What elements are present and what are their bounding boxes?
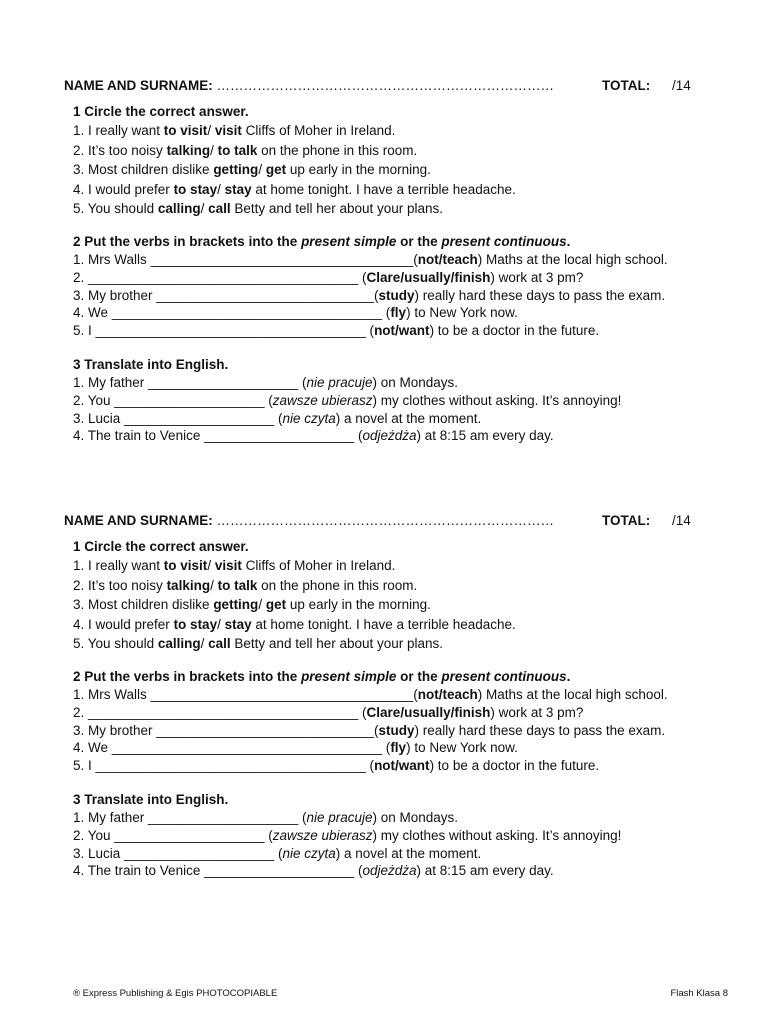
item-text: ) to New York now.	[406, 305, 518, 321]
item-text: ) Maths at the local high school.	[477, 687, 668, 702]
item-text: Cliffs of Moher in Ireland.	[241, 123, 396, 138]
item-text: ) work at 3 pm?	[490, 269, 584, 285]
polish-hint: zawsze ubierasz	[272, 392, 373, 408]
footer-copyright: ® Express Publishing & Egis PHOTOCOPIABLE	[73, 988, 278, 999]
item-text: ) a novel at the moment.	[335, 845, 482, 861]
option-b[interactable]: stay	[224, 616, 252, 632]
option-separator: /	[200, 636, 209, 651]
option-separator: /	[258, 162, 266, 177]
option-separator: /	[200, 201, 209, 216]
item-text: ) a novel at the moment.	[335, 410, 482, 426]
item-text: 2. ____________________________________ (	[73, 269, 367, 285]
section-title: 1 Circle the correct answer.	[73, 104, 249, 119]
item-text: 3. Most children dislike	[73, 597, 214, 612]
section-title: 1 Circle the correct answer.	[73, 539, 249, 554]
item-text: 2. ____________________________________ (	[73, 704, 367, 720]
name-label: NAME AND SURNAME:	[64, 513, 213, 528]
item-text: ) Maths at the local high school.	[477, 252, 668, 267]
polish-hint: nie czyta	[282, 410, 336, 426]
option-a[interactable]: talking	[166, 142, 211, 158]
exercise-item	[73, 121, 713, 141]
exercise-item[interactable]	[73, 722, 713, 740]
exercise-item	[73, 595, 713, 615]
item-text: 5. I ____________________________________ (	[73, 758, 375, 774]
item-text: 3. Lucia ____________________ (	[73, 845, 283, 861]
exercise-item	[73, 199, 713, 219]
option-b[interactable]: stay	[224, 181, 252, 197]
item-text: ) my clothes without asking. It’s annoying!	[372, 392, 622, 408]
name-label: NAME AND SURNAME:	[64, 78, 213, 93]
item-text: 2. You ____________________ (	[73, 392, 273, 408]
item-text: 1. Mrs Walls ___________________________________(	[73, 687, 418, 702]
verb-hint: not/want	[374, 758, 430, 774]
exercise-item	[73, 556, 713, 576]
item-text: ) to New York now.	[406, 740, 518, 756]
verb-hint: not/teach	[417, 252, 478, 267]
item-text: ) on Mondays.	[372, 810, 459, 825]
exercise-item[interactable]	[73, 704, 713, 722]
section-title: 3 Translate into English.	[73, 357, 229, 372]
item-text: 4. I would prefer	[73, 181, 174, 197]
section-circle-answer	[73, 537, 713, 654]
item-text: 1. My father ____________________ (	[73, 375, 307, 390]
option-b[interactable]: to talk	[217, 142, 258, 158]
section-verb-tenses	[73, 232, 713, 340]
total-value: /14	[672, 513, 691, 528]
item-text: ) to be a doctor in the future.	[429, 323, 600, 339]
option-b[interactable]: get	[265, 597, 287, 612]
exercise-item[interactable]	[73, 427, 713, 445]
option-separator: /	[210, 577, 218, 593]
header-row	[64, 77, 696, 95]
option-a[interactable]: to visit	[163, 558, 208, 573]
title-part-italic: present simple	[301, 669, 397, 684]
item-text: Betty and tell her about your plans.	[230, 636, 444, 651]
option-b[interactable]: call	[208, 636, 231, 651]
option-a[interactable]: getting	[213, 597, 259, 612]
option-b[interactable]: call	[208, 201, 231, 216]
section-translate	[73, 355, 713, 445]
title-part-italic: present continuous	[441, 669, 567, 684]
name-dots: …………………………………………………………………	[216, 513, 555, 528]
verb-hint: fly	[390, 740, 407, 756]
item-text: Betty and tell her about your plans.	[230, 201, 444, 216]
section1-items	[73, 121, 713, 219]
item-text: ) at 8:15 am every day.	[416, 428, 554, 444]
title-part: or the	[396, 234, 442, 249]
item-text: up early in the morning.	[286, 162, 431, 177]
item-text: 4. The train to Venice ____________________ (	[73, 863, 363, 879]
item-text: on the phone in this room.	[257, 577, 418, 593]
name-dots: …………………………………………………………………	[216, 78, 555, 93]
option-a[interactable]: calling	[157, 201, 201, 216]
exercise-item[interactable]	[73, 304, 713, 322]
section-verb-tenses	[73, 667, 713, 775]
header-row	[64, 512, 696, 530]
option-separator: /	[258, 597, 266, 612]
item-text: Cliffs of Moher in Ireland.	[241, 558, 396, 573]
verb-hint: study	[378, 287, 415, 303]
exercise-item	[73, 615, 713, 635]
option-b[interactable]: visit	[214, 123, 242, 138]
item-text: 4. The train to Venice ____________________ (	[73, 428, 363, 444]
option-b[interactable]: to talk	[217, 577, 258, 593]
section-circle-answer	[73, 102, 713, 219]
exercise-item[interactable]	[73, 739, 713, 757]
polish-hint: nie pracuje	[306, 375, 373, 390]
exercise-item	[73, 141, 713, 161]
option-separator: /	[217, 616, 225, 632]
item-text: 3. My brother _____________________________(	[73, 287, 379, 303]
option-a[interactable]: to visit	[163, 123, 208, 138]
total-label: TOTAL:	[602, 513, 651, 528]
item-text: ) to be a doctor in the future.	[429, 758, 600, 774]
section1-items	[73, 556, 713, 654]
item-text: on the phone in this room.	[257, 142, 418, 158]
title-part-italic: present simple	[301, 234, 397, 249]
verb-hint: Clare/usually/finish	[366, 704, 491, 720]
exercise-item[interactable]	[73, 809, 713, 827]
polish-hint: zawsze ubierasz	[272, 827, 373, 843]
option-separator: /	[207, 558, 215, 573]
item-text: 5. You should	[73, 201, 158, 216]
verb-hint: not/want	[374, 323, 430, 339]
title-part: .	[566, 669, 571, 684]
verb-hint: Clare/usually/finish	[366, 269, 491, 285]
exercise-item[interactable]	[73, 322, 713, 340]
exercise-item[interactable]	[73, 410, 713, 428]
item-text: up early in the morning.	[286, 597, 431, 612]
option-separator: /	[207, 123, 215, 138]
option-b[interactable]: get	[265, 162, 287, 177]
item-text: 1. I really want	[73, 123, 164, 138]
exercise-item	[73, 180, 713, 200]
option-a[interactable]: calling	[157, 636, 201, 651]
polish-hint: nie czyta	[282, 845, 336, 861]
footer-book-title: Flash Klasa 8	[670, 988, 728, 999]
exercise-item[interactable]	[73, 845, 713, 863]
exercise-item[interactable]	[73, 827, 713, 845]
item-text: 2. You ____________________ (	[73, 827, 273, 843]
item-text: 2. It’s too noisy	[73, 577, 167, 593]
section-title: 3 Translate into English.	[73, 792, 229, 807]
item-text: 2. It’s too noisy	[73, 142, 167, 158]
exercise-item	[73, 576, 713, 596]
verb-hint: study	[378, 722, 415, 738]
item-text: 4. I would prefer	[73, 616, 174, 632]
title-part: or the	[396, 669, 442, 684]
polish-hint: odjeżdża	[362, 863, 417, 879]
polish-hint: odjeżdża	[362, 428, 417, 444]
item-text: at home tonight. I have a terrible headache.	[251, 181, 516, 197]
option-a[interactable]: to stay	[173, 181, 218, 197]
item-text: ) at 8:15 am every day.	[416, 863, 554, 879]
exercise-item[interactable]	[73, 269, 713, 287]
item-text: 3. Lucia ____________________ (	[73, 410, 283, 426]
item-text: ) on Mondays.	[372, 375, 459, 390]
total-box	[602, 512, 691, 530]
item-text: 5. I ____________________________________ (	[73, 323, 375, 339]
total-box	[602, 77, 691, 95]
total-value: /14	[672, 78, 691, 93]
total-label: TOTAL:	[602, 78, 651, 93]
item-text: 5. You should	[73, 636, 158, 651]
title-part-italic: present continuous	[441, 234, 567, 249]
exercise-item[interactable]	[73, 374, 713, 392]
polish-hint: nie pracuje	[306, 810, 373, 825]
item-text: 1. Mrs Walls ___________________________________(	[73, 252, 418, 267]
verb-hint: fly	[390, 305, 407, 321]
option-separator: /	[210, 142, 218, 158]
option-a[interactable]: to stay	[173, 616, 218, 632]
title-part: 2 Put the verbs in brackets into the	[73, 669, 302, 684]
option-a[interactable]: getting	[213, 162, 259, 177]
exercise-item[interactable]	[73, 862, 713, 880]
item-text: 1. My father ____________________ (	[73, 810, 307, 825]
section-title	[73, 232, 713, 251]
item-text: ) work at 3 pm?	[490, 704, 584, 720]
item-text: at home tonight. I have a terrible headache.	[251, 616, 516, 632]
item-text: 4. We ____________________________________ (	[73, 740, 391, 756]
exercise-item[interactable]	[73, 686, 713, 704]
section-translate	[73, 790, 713, 880]
item-text: 3. Most children dislike	[73, 162, 214, 177]
item-text: 4. We ____________________________________ (	[73, 305, 391, 321]
item-text: ) my clothes without asking. It’s annoying!	[372, 827, 622, 843]
exercise-item[interactable]	[73, 392, 713, 410]
title-part: 2 Put the verbs in brackets into the	[73, 234, 302, 249]
option-separator: /	[217, 181, 225, 197]
exercise-item	[73, 160, 713, 180]
title-part: .	[566, 234, 571, 249]
exercise-item	[73, 634, 713, 654]
exercise-item[interactable]	[73, 251, 713, 269]
exercise-item[interactable]	[73, 757, 713, 775]
item-text: ) really hard these days to pass the exam.	[414, 722, 666, 738]
option-b[interactable]: visit	[214, 558, 242, 573]
item-text: 3. My brother _____________________________(	[73, 722, 379, 738]
section-title	[73, 667, 713, 686]
item-text: 1. I really want	[73, 558, 164, 573]
verb-hint: not/teach	[417, 687, 478, 702]
option-a[interactable]: talking	[166, 577, 211, 593]
exercise-item[interactable]	[73, 287, 713, 305]
item-text: ) really hard these days to pass the exam.	[414, 287, 666, 303]
